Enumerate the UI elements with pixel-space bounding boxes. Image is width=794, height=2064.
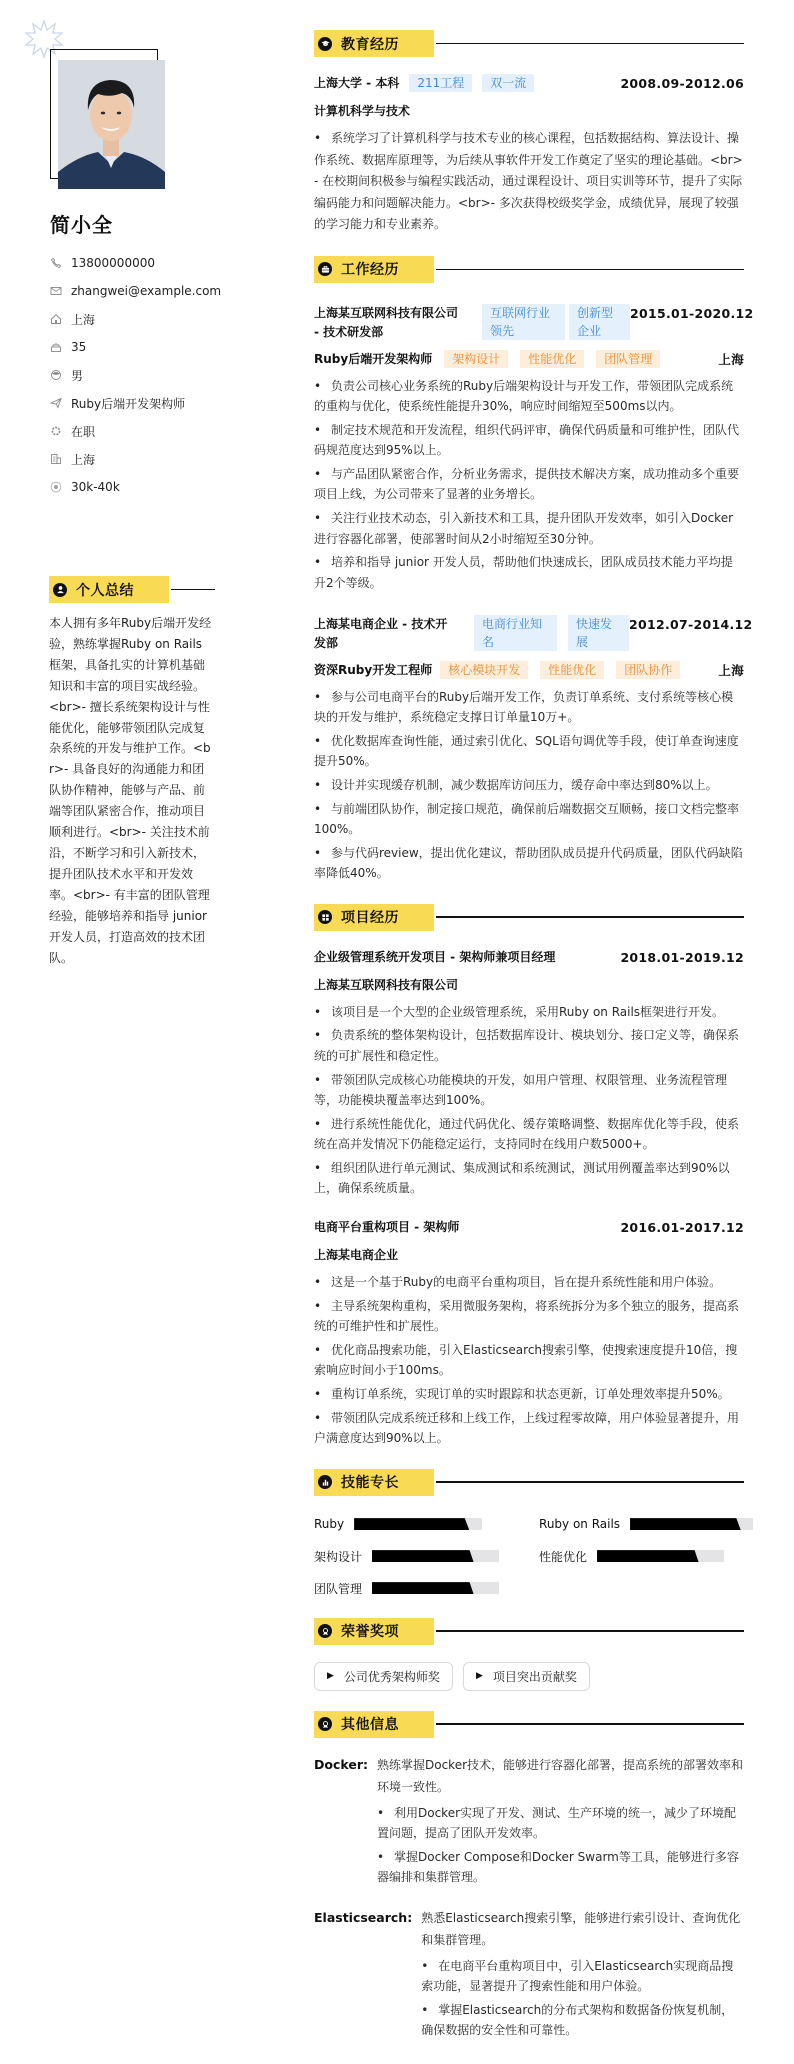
skill-bar	[354, 1518, 482, 1530]
list-item: • 参与代码review，提出优化建议，帮助团队成员提升代码质量，团队代码缺陷率降低40%。	[314, 846, 743, 881]
contact-email	[50, 277, 240, 305]
list-item: • 培养和指导 junior 开发人员，帮助他们快速成长，团队成员技术能力平均提升2个等级。	[314, 555, 733, 590]
work-bullets	[314, 376, 744, 593]
skill-bar	[597, 1550, 724, 1562]
list-item: • 优化数据库查询性能，通过索引优化、SQL语句调优等手段，使订单查询速度提升50%。	[314, 734, 739, 769]
summary-section	[49, 576, 215, 968]
section-header	[314, 30, 744, 57]
section-divider	[436, 1630, 744, 1632]
section-title: 项目经历	[341, 910, 399, 927]
education-bullets	[314, 128, 744, 236]
skill-item	[539, 1547, 753, 1566]
skill-level-fill	[630, 1518, 741, 1530]
salary-icon	[50, 481, 62, 493]
work-location: 上海	[718, 662, 744, 678]
project-company: 上海某电商企业	[314, 1248, 399, 1263]
sidebar	[0, 0, 250, 2038]
list-item: • 带领团队完成核心功能模块的开发，如用户管理、权限管理、业务流程管理等，功能模块覆盖率达到100%。	[314, 1072, 728, 1107]
section-title: 荣誉奖项	[341, 1624, 399, 1641]
work-entry-header	[314, 304, 754, 342]
gender-icon	[50, 369, 62, 381]
other-info-item	[314, 1907, 744, 2044]
project-name: 企业级管理系统开发项目 - 架构师兼项目经理	[314, 949, 556, 964]
honors-section	[314, 1618, 744, 1691]
company-name: 上海某电商企业 - 技术开发部	[314, 616, 448, 650]
section-divider	[436, 1723, 744, 1725]
grid-icon	[318, 910, 332, 924]
list-item: • 负责公司核心业务系统的Ruby后端架构设计与开发工作，带领团队完成系统的重构与优化，使系统性能提升30%，响应时间缩短至500ms以内。	[314, 378, 734, 414]
work-section	[314, 256, 754, 884]
company-tag: 电商行业知名	[474, 615, 557, 651]
section-title: 其他信息	[341, 1717, 399, 1734]
section-divider	[436, 43, 744, 45]
section-header	[314, 1618, 744, 1645]
other-info-item	[314, 1754, 744, 1891]
skill-item	[314, 1515, 499, 1534]
main-content	[314, 30, 754, 2064]
position-tag: 团队协作	[616, 661, 680, 679]
position-tag: 性能优化	[540, 661, 604, 679]
list-item: • 优化商品搜索功能，引入Elasticsearch搜索引擎，使搜索速度提升10倍，搜索响应时间小于100ms。	[314, 1343, 738, 1378]
company-tag: 互联网行业领先	[482, 304, 565, 340]
contact-value: 男	[71, 368, 84, 383]
section-divider	[436, 269, 744, 271]
work-position-row	[314, 350, 744, 369]
position-title: Ruby后端开发架构师	[314, 351, 433, 366]
section-header	[314, 256, 744, 283]
company-tag: 创新型企业	[569, 304, 630, 340]
contact-value: 上海	[71, 312, 96, 327]
play-triangle-icon: ▶	[475, 1671, 483, 1682]
phone-icon	[50, 257, 62, 269]
list-item: • 掌握Docker Compose和Docker Swarm等工具，能够进行多容器编排和集群管理。	[377, 1849, 739, 1884]
skill-level-fill	[372, 1550, 474, 1562]
project-entry-header	[314, 1218, 744, 1237]
skill-item	[314, 1547, 499, 1566]
age-icon	[50, 341, 62, 353]
contact-value: 在职	[71, 424, 96, 439]
award-name: 项目突出贡献奖	[492, 1669, 577, 1684]
section-header	[314, 904, 744, 931]
other-info-label: Elasticsearch:	[314, 1909, 413, 1925]
list-item: • 与产品团队紧密合作，分析业务需求，提供技术解决方案，成功推动多个重要项目上线，为公司带来了显著的业务增长。	[314, 467, 740, 502]
contact-phone	[50, 249, 240, 277]
section-divider	[171, 589, 215, 591]
skill-name: 架构设计	[314, 1549, 363, 1564]
contact-status	[50, 417, 240, 445]
contact-city	[50, 445, 240, 473]
school-tag: 双一流	[482, 74, 534, 92]
list-item: • 负责系统的整体架构设计，包括数据库设计、模块划分、接口定义等，确保系统的可扩展性和稳定性。	[314, 1028, 740, 1063]
project-name: 电商平台重构项目 - 架构师	[314, 1220, 460, 1235]
list-item: • 进行系统性能优化，通过代码优化、缓存策略调整、数据库优化等手段，使系统在高并发情况下仍能稳定运行，支持同时在线用户数5000+。	[314, 1116, 740, 1151]
other-info-label: Docker:	[314, 1756, 368, 1772]
skill-name: 性能优化	[539, 1549, 588, 1564]
work-bullets	[314, 687, 744, 884]
other-info-text: 熟悉Elasticsearch搜索引擎，能够进行索引设计、查询优化和集群管理。	[421, 1910, 741, 1947]
section-header	[49, 576, 215, 603]
skill-item	[539, 1515, 753, 1534]
skill-level-fill	[597, 1550, 699, 1562]
bar-chart-icon	[318, 1475, 332, 1489]
contact-salary	[50, 473, 240, 501]
skills-grid	[314, 1515, 744, 1598]
skill-name: Ruby on Rails	[539, 1517, 621, 1532]
contact-list	[50, 249, 240, 501]
project-date: 2018.01-2019.12	[620, 949, 744, 965]
award-icon	[318, 1624, 332, 1638]
briefcase-icon	[318, 262, 332, 276]
company-name: 上海某互联网科技有限公司 - 技术研发部	[314, 305, 459, 339]
list-item: • 与前端团队协作，制定接口规范，确保前后端数据交互顺畅，接口文档完整率100%。	[314, 801, 740, 837]
list-item: • 主导系统架构重构，采用微服务架构，将系统拆分为多个独立的服务，提高系统的可维护性和扩展性。	[314, 1299, 740, 1334]
section-divider	[436, 916, 744, 918]
skill-bar	[372, 1582, 499, 1594]
list-item: • 这是一个基于Ruby的电商平台重构项目，旨在提升系统性能和用户体验。	[314, 1275, 722, 1290]
project-company: 上海某互联网科技有限公司	[314, 977, 459, 992]
education-date: 2008.09-2012.06	[620, 76, 744, 91]
section-title: 工作经历	[341, 262, 399, 279]
contact-job-intent	[50, 389, 240, 417]
list-item: • 在电商平台重构项目中，引入Elasticsearch实现商品搜索功能，显著提升了搜索性能和用户体验。	[421, 1958, 734, 1993]
list-item: • 关注行业技术动态，引入新技术和工具，提升团队开发效率，如引入Docker进行容器化部署，使部署时间从2小时缩短至30分钟。	[314, 511, 734, 546]
work-entry-header	[314, 615, 753, 653]
major: 计算机科学与技术	[314, 104, 411, 118]
contact-value: 上海	[71, 452, 96, 467]
skill-bar	[372, 1550, 499, 1562]
job-intent-icon	[50, 397, 62, 409]
work-date: 2012.07-2014.12	[629, 616, 753, 632]
user-icon	[53, 583, 67, 597]
skill-name: Ruby	[314, 1517, 345, 1532]
project-bullets	[314, 1272, 744, 1448]
status-icon	[50, 425, 62, 437]
school-name: 上海大学 - 本科	[314, 76, 400, 90]
list-item: • 系统学习了计算机科学与技术专业的核心课程，包括数据结构、算法设计、操作系统、数据库原理等，为后续从事软件开发工作奠定了坚实的理论基础。<br>- 在校期间积极参与编程实践活动，通过课程设计、项目实训等环节，提升了实际编码能力和问题解决能力。<br>- 多次获得校级奖学金，成绩优异，展现了较强的学习能力和专业素养。	[314, 131, 743, 232]
skill-bar	[630, 1518, 753, 1530]
section-title: 个人总结	[76, 582, 134, 599]
other-info-bullets	[421, 1956, 744, 2040]
position-tag: 性能优化	[520, 350, 584, 368]
award-item	[463, 1662, 590, 1691]
contact-value: 13800000000	[71, 256, 155, 270]
section-header	[314, 1711, 744, 1738]
avatar	[58, 60, 165, 189]
contact-value: Ruby后端开发架构师	[71, 396, 186, 411]
other-info-text: 熟练掌握Docker技术，能够进行容器化部署，提高系统的部署效率和环境一致性。	[377, 1757, 744, 1794]
contact-gender	[50, 361, 240, 389]
skill-level-fill	[354, 1518, 469, 1530]
award-icon	[318, 1717, 332, 1731]
project-date: 2016.01-2017.12	[620, 1220, 744, 1236]
other-info-bullets	[377, 1803, 744, 1887]
list-item: • 带领团队完成系统迁移和上线工作，上线过程零故障，用户体验显著提升，用户满意度达到90%以上。	[314, 1411, 740, 1446]
work-location: 上海	[718, 351, 744, 367]
section-header	[314, 1469, 744, 1496]
list-item: • 组织团队进行单元测试、集成测试和系统测试，测试用例覆盖率达到90%以上，确保系统质量。	[314, 1160, 730, 1195]
skill-level-fill	[372, 1582, 474, 1594]
contact-age	[50, 333, 240, 361]
contact-value: 35	[71, 340, 87, 354]
list-item: • 该项目是一个大型的企业级管理系统，采用Ruby on Rails框架进行开发。	[314, 1004, 725, 1019]
candidate-name: 简小全	[50, 213, 113, 237]
award-item	[314, 1662, 453, 1691]
school-tag: 211工程	[409, 74, 472, 92]
award-name: 公司优秀架构师奖	[343, 1669, 440, 1684]
other-info-section	[314, 1711, 744, 2044]
list-item: • 掌握Elasticsearch的分布式架构和数据备份恢复机制，确保数据的安全性和可靠性。	[421, 2002, 734, 2037]
position-tag: 团队管理	[596, 350, 660, 368]
contact-value: 30k-40k	[71, 480, 120, 494]
project-entry-header	[314, 948, 744, 967]
work-date: 2015.01-2020.12	[630, 305, 754, 321]
contact-home	[50, 305, 240, 333]
section-title: 技能专长	[341, 1475, 399, 1492]
city-icon	[50, 453, 62, 465]
awards-list	[314, 1662, 744, 1691]
contact-value: zhangwei@example.com	[71, 284, 222, 298]
skill-item	[314, 1579, 499, 1598]
list-item: • 重构订单系统，实现订单的实时跟踪和状态更新，订单处理效率提升50%。	[314, 1387, 730, 1402]
position-title: 资深Ruby开发工程师	[314, 662, 433, 677]
section-divider	[436, 1481, 744, 1483]
skills-section	[314, 1469, 744, 1598]
play-triangle-icon: ▶	[327, 1671, 334, 1682]
work-position-row	[314, 661, 744, 680]
company-tag: 快速发展	[568, 615, 629, 651]
graduation-cap-icon	[318, 37, 332, 51]
list-item: • 利用Docker实现了开发、测试、生产环境的统一，减少了环境配置问题，提高了团队开发效率。	[377, 1805, 737, 1840]
list-item: • 参与公司电商平台的Ruby后端开发工作，负责订单系统、支付系统等核心模块的开发与维护，系统稳定支撑日订单量10万+。	[314, 689, 734, 725]
section-title: 教育经历	[341, 36, 399, 53]
education-section	[314, 30, 744, 236]
skill-name: 团队管理	[314, 1581, 363, 1596]
position-tag: 核心模块开发	[440, 661, 528, 679]
list-item: • 设计并实现缓存机制，减少数据库访问压力，缓存命中率达到80%以上。	[314, 778, 718, 793]
email-icon	[50, 285, 62, 297]
summary-text: 本人拥有多年Ruby后端开发经验，熟练掌握Ruby on Rails框架，具备扎实的计算机基础知识和丰富的项目实战经验。<br>- 擅长系统架构设计与性能优化，能够带领团队完成复杂系统的开发与维护工作。<br>- 具备良好的沟通能力和团队协作精神，能够与产品、前端等团队紧密合作，推动项目顺利进行。<br>- 关注技术前沿，不断学习和引入新技术，提升团队技术水平和开发效率。<br>- 有丰富的团队管理经验，能够培养和指导 junior 开发人员，打造高效的技术团队。	[49, 616, 212, 965]
position-tag: 架构设计	[444, 350, 508, 368]
project-bullets	[314, 1002, 744, 1199]
list-item: • 制定技术规范和开发流程，组织代码评审，确保代码质量和可维护性，团队代码规范度达到95%以上。	[314, 423, 740, 458]
education-entry-header	[314, 74, 744, 93]
projects-section	[314, 904, 744, 1449]
home-icon	[50, 313, 62, 325]
